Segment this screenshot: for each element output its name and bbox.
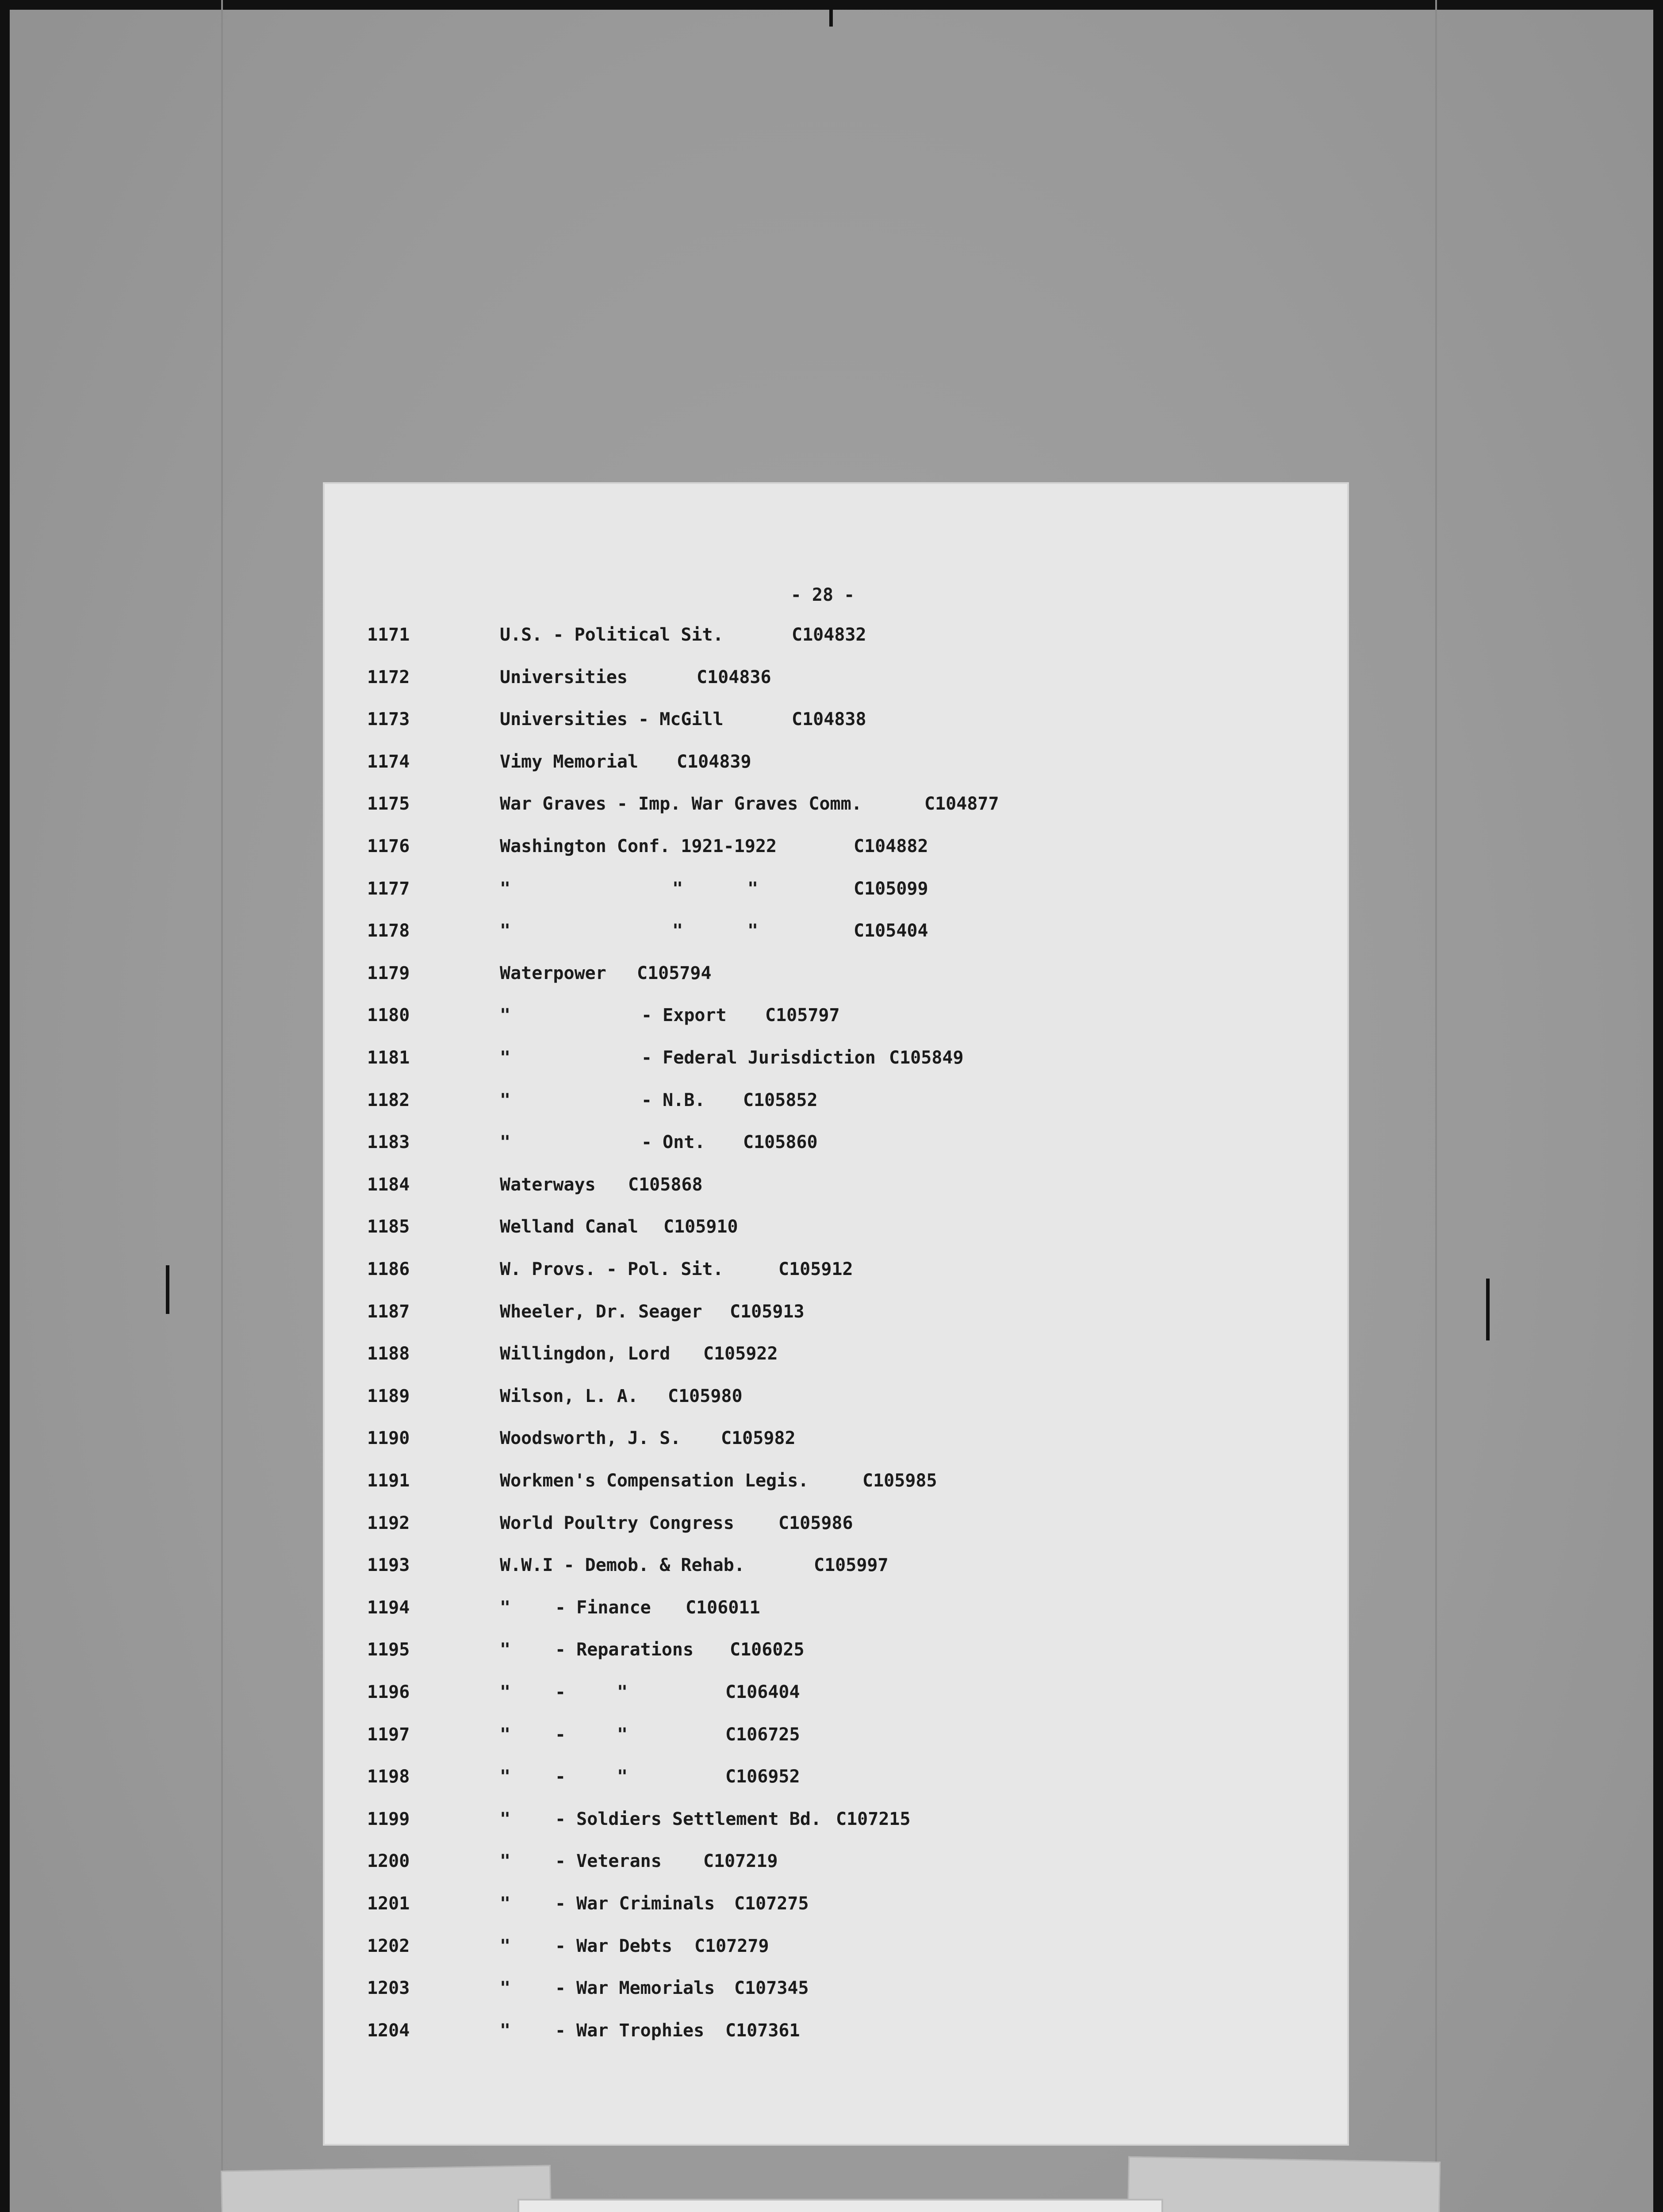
entry-reference: C106952 [725, 1767, 800, 1787]
entry-number: 1173 [367, 709, 410, 730]
index-entry [367, 1767, 1296, 1793]
entry-text: Welland Canal [500, 1217, 639, 1237]
entry-reference: C104877 [924, 794, 999, 814]
entry-text: - Soldiers Settlement Bd. [555, 1809, 822, 1829]
entry-text: " [617, 1724, 628, 1745]
entry-number: 1195 [367, 1640, 410, 1660]
index-entry [367, 921, 1296, 947]
entry-text: Universities [500, 667, 628, 687]
entry-number: 1203 [367, 1978, 410, 1999]
collection-label [517, 2199, 1163, 2212]
entry-number: 1178 [367, 921, 410, 941]
index-entry [367, 1090, 1296, 1117]
edge-tick-top [829, 0, 833, 27]
entry-text: " [500, 1851, 511, 1872]
entry-text: Woodsworth, J. S. [500, 1428, 681, 1449]
document-page [323, 482, 1349, 2146]
entry-reference: C105099 [854, 878, 928, 899]
index-entry [367, 667, 1296, 694]
entry-text: " [617, 1767, 628, 1787]
entry-reference: C105868 [628, 1174, 703, 1195]
entry-text: - [555, 1682, 566, 1702]
entry-number: 1184 [367, 1174, 410, 1195]
entry-reference: C104838 [792, 709, 866, 730]
entry-text: " [500, 1682, 511, 1702]
entry-text: - [555, 1724, 566, 1745]
entry-text: Wilson, L. A. [500, 1386, 639, 1406]
entry-number: 1182 [367, 1090, 410, 1110]
index-entry [367, 836, 1296, 863]
entry-text: W. Provs. - Pol. Sit. [500, 1259, 724, 1279]
entry-reference: C105922 [703, 1344, 778, 1364]
entry-text: " [747, 921, 759, 941]
entry-number: 1189 [367, 1386, 410, 1406]
index-entry [367, 1217, 1296, 1243]
index-entry [367, 1132, 1296, 1159]
entry-reference: C104882 [854, 836, 928, 856]
entry-text: Washington Conf. 1921-1922 [500, 836, 777, 856]
entry-text: " [500, 1048, 511, 1068]
entry-number: 1197 [367, 1724, 410, 1745]
entry-reference: C105852 [743, 1090, 818, 1110]
index-entry [367, 1175, 1296, 1201]
index-entry [367, 2020, 1296, 2047]
entry-text: - Ont. [641, 1132, 705, 1153]
entry-number: 1192 [367, 1513, 410, 1533]
entry-reference: C107219 [703, 1851, 778, 1872]
entry-text: Vimy Memorial [500, 751, 639, 772]
entry-text: - War Memorials [555, 1978, 715, 1999]
entry-text: World Poultry Congress [500, 1513, 734, 1533]
entry-number: 1187 [367, 1301, 410, 1322]
entry-reference: C105912 [778, 1259, 853, 1279]
index-entry [367, 794, 1296, 820]
entry-text: Workmen's Compensation Legis. [500, 1471, 809, 1491]
entry-number: 1179 [367, 963, 410, 983]
index-entry [367, 1471, 1296, 1497]
entry-reference: C104836 [697, 667, 771, 687]
entry-text: " [672, 878, 683, 899]
entry-number: 1185 [367, 1217, 410, 1237]
entry-text: - Finance [555, 1597, 651, 1618]
entry-reference: C105860 [743, 1132, 818, 1153]
entry-reference: C105794 [637, 963, 712, 983]
entry-text: " [500, 1090, 511, 1110]
page-number: - 28 - [790, 585, 855, 605]
index-entry [367, 1640, 1296, 1666]
entry-reference: C105404 [854, 921, 928, 941]
entry-text: - War Criminals [555, 1893, 715, 1914]
entry-number: 1176 [367, 836, 410, 856]
entry-reference: C104832 [792, 625, 866, 645]
entry-text: War Graves - Imp. War Graves Comm. [500, 794, 862, 814]
index-entry [367, 625, 1296, 651]
entry-number: 1183 [367, 1132, 410, 1153]
entry-number: 1186 [367, 1259, 410, 1279]
entry-text: " [500, 1724, 511, 1745]
entry-number: 1198 [367, 1767, 410, 1787]
entry-text: " [500, 1767, 511, 1787]
index-entry [367, 1809, 1296, 1836]
index-entry [367, 1851, 1296, 1878]
index-entry [367, 752, 1296, 778]
entry-text: " [500, 2020, 511, 2041]
index-entry [367, 1978, 1296, 2005]
entry-number: 1199 [367, 1809, 410, 1829]
index-entry [367, 1893, 1296, 1920]
entry-number: 1194 [367, 1597, 410, 1618]
index-entry [367, 709, 1296, 736]
entry-text: " [500, 1809, 511, 1829]
entry-number: 1196 [367, 1682, 410, 1702]
tape-strip-left [221, 2165, 552, 2212]
entry-text: Waterpower [500, 963, 606, 983]
frame-vertical-line-left [221, 0, 223, 2212]
entry-text: " [747, 878, 759, 899]
entry-reference: C105985 [862, 1471, 937, 1491]
entry-text: U.S. - Political Sit. [500, 625, 724, 645]
entry-text: - N.B. [641, 1090, 705, 1110]
index-entry [367, 1005, 1296, 1032]
entry-number: 1201 [367, 1893, 410, 1914]
entry-number: 1190 [367, 1428, 410, 1449]
entry-reference: C107215 [836, 1809, 911, 1829]
index-entry [367, 1555, 1296, 1582]
index-entry [367, 963, 1296, 990]
entry-reference: C105849 [889, 1048, 964, 1068]
entry-reference: C107345 [734, 1978, 809, 1999]
entry-number: 1193 [367, 1555, 410, 1576]
entry-text: " [500, 878, 511, 899]
entry-number: 1202 [367, 1936, 410, 1956]
entry-number: 1171 [367, 625, 410, 645]
entry-reference: C105982 [721, 1428, 796, 1449]
entry-text: - [555, 1767, 566, 1787]
edge-tick-right [1486, 1279, 1490, 1340]
index-entry [367, 1344, 1296, 1370]
archives-card [310, 2199, 1411, 2212]
index-entry [367, 1302, 1296, 1328]
entry-text: " [672, 921, 683, 941]
frame-vertical-line-right [1435, 0, 1437, 2212]
entry-reference: C106025 [730, 1640, 805, 1660]
entry-number: 1180 [367, 1005, 410, 1026]
entry-text: - Veterans [555, 1851, 662, 1872]
entry-reference: C107279 [694, 1936, 769, 1956]
index-entry [367, 1428, 1296, 1455]
index-entry [367, 1048, 1296, 1074]
entry-text: " [500, 1132, 511, 1153]
index-entry [367, 879, 1296, 905]
entry-reference: C105980 [668, 1386, 743, 1406]
index-entry [367, 1513, 1296, 1540]
edge-tick-left [166, 1265, 169, 1314]
entry-number: 1181 [367, 1048, 410, 1068]
entry-number: 1200 [367, 1851, 410, 1872]
entry-text: - Federal Jurisdiction [641, 1048, 876, 1068]
entry-reference: C104839 [677, 751, 751, 772]
entry-reference: C105913 [730, 1301, 805, 1322]
entry-reference: C107361 [725, 2020, 800, 2041]
entry-text: " [500, 921, 511, 941]
entry-reference: C105997 [814, 1555, 889, 1576]
entry-text: " [617, 1682, 628, 1702]
entry-number: 1204 [367, 2020, 410, 2041]
entry-text: - War Debts [555, 1936, 672, 1956]
entry-reference: C105797 [765, 1005, 840, 1026]
tape-strip-right [1127, 2156, 1441, 2212]
index-entry [367, 1598, 1296, 1624]
entry-reference: C106011 [686, 1597, 760, 1618]
index-entry [367, 1724, 1296, 1751]
entry-text: - Reparations [555, 1640, 694, 1660]
entry-number: 1177 [367, 878, 410, 899]
entry-text: " [500, 1936, 511, 1956]
index-entry [367, 1936, 1296, 1962]
entry-reference: C106404 [725, 1682, 800, 1702]
entry-text: Universities - McGill [500, 709, 724, 730]
index-entry [367, 1386, 1296, 1413]
entry-text: " [500, 1597, 511, 1618]
index-entry [367, 1682, 1296, 1709]
entry-text: " [500, 1005, 511, 1026]
entry-number: 1191 [367, 1471, 410, 1491]
entry-number: 1172 [367, 667, 410, 687]
entry-reference: C106725 [725, 1724, 800, 1745]
entry-number: 1175 [367, 794, 410, 814]
index-entry [367, 1259, 1296, 1286]
entry-text: " [500, 1640, 511, 1660]
entry-reference: C107275 [734, 1893, 809, 1914]
entry-text: " [500, 1893, 511, 1914]
entry-number: 1188 [367, 1344, 410, 1364]
entry-text: Willingdon, Lord [500, 1344, 671, 1364]
entry-text: W.W.I - Demob. & Rehab. [500, 1555, 745, 1576]
entry-text: - War Trophies [555, 2020, 705, 2041]
entry-number: 1174 [367, 751, 410, 772]
entry-reference: C105910 [663, 1217, 738, 1237]
entry-text: Waterways [500, 1174, 596, 1195]
entry-text: " [500, 1978, 511, 1999]
entry-text: Wheeler, Dr. Seager [500, 1301, 702, 1322]
entry-reference: C105986 [778, 1513, 853, 1533]
entry-text: - Export [641, 1005, 727, 1026]
